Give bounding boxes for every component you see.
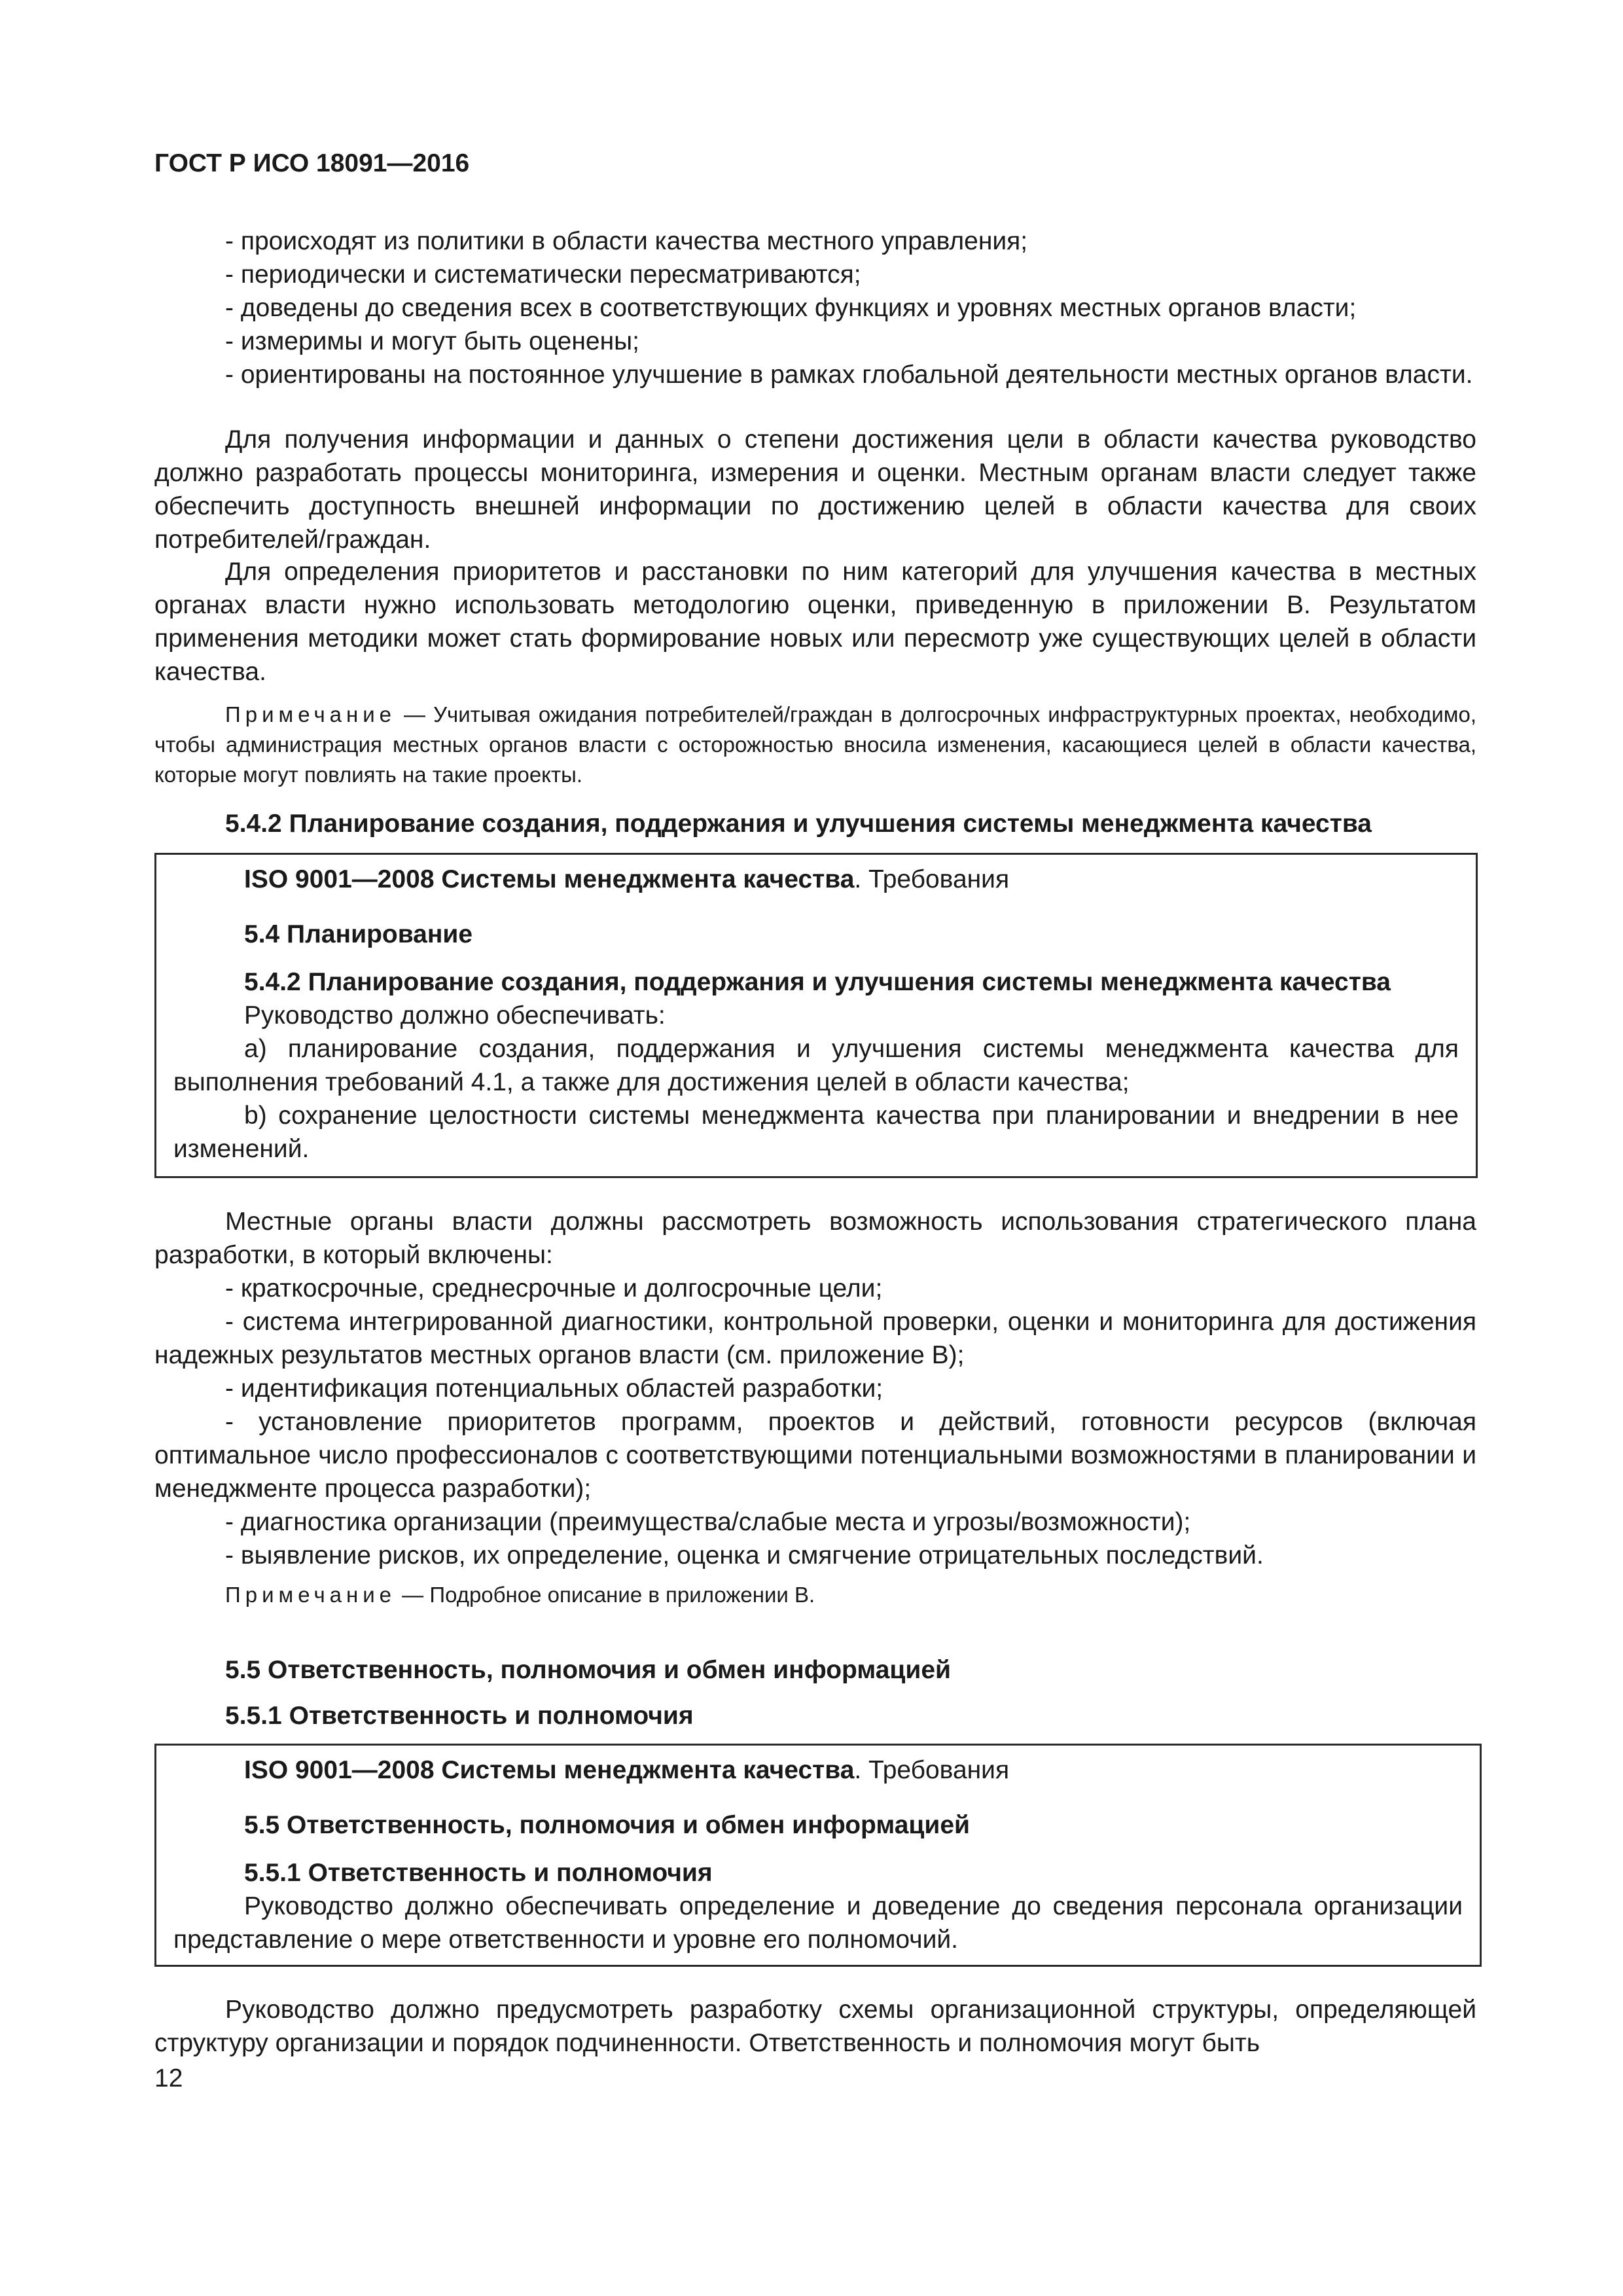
list-item: - идентификация потенциальных областей разработки; (225, 1374, 883, 1403)
plan-list (154, 1272, 1476, 1572)
list-item: - краткосрочные, среднесрочные и долгосрочные цели; (225, 1274, 883, 1302)
box-subheading: 5.5 Ответственность, полномочия и обмен информацией (244, 1811, 971, 1839)
box-item-b: b) сохранение целостности системы менеджмента качества при планировании и внедрении в нее изменений. (173, 1102, 1459, 1163)
box-item-a: a) планирование создания, поддержания и улучшения системы менеджмента качества для выполнения требований 4.1, а также для достижения целей в области качества; (173, 1035, 1459, 1096)
iso-quote-box-2 (154, 1744, 1482, 1967)
paragraph-org-structure: Руководство должно предусмотреть разработку схемы организационной структуры, определяющей структуру организации и порядок подчиненности. Ответственность и полномочия могут быть (154, 1996, 1476, 2057)
list-item: - система интегрированной диагностики, контрольной проверки, оценки и мониторинга для достижения надежных результатов местных органов власти (см. приложение B); (154, 1308, 1476, 1369)
box-title: ISO 9001—2008 Системы менеджмента качества. Требования (244, 865, 1010, 893)
note-1 (154, 700, 1476, 790)
box-subheading: 5.4 Планирование (244, 920, 473, 948)
objectives-list (154, 224, 1476, 391)
iso-quote-box-1 (154, 853, 1478, 1178)
list-item: - диагностика организации (преимущества/слабые места и угрозы/возможности); (225, 1508, 1191, 1536)
paragraph-priorities: Для определения приоритетов и расстановки по ним категорий для улучшения качества в местных органах власти нужно использовать методологию оценки, приведенную в приложении B. Результатом применения методики может стать формирование новых или пересмотр уже существующих целей в области качества. (154, 558, 1476, 686)
box-subheading: 5.5.1 Ответственность и полномочия (244, 1859, 713, 1887)
note-text: — Учитывая ожидания потребителей/граждан в долгосрочных инфраструктурных проектах, необходимо, чтобы администрация местных органов власти с осторожностью вносила изменения, касающиеся целей в области качества, которые могут повлиять на такие проекты. (154, 702, 1476, 787)
box-title: ISO 9001—2008 Системы менеджмента качества. Требования (244, 1756, 1010, 1784)
list-item: - установление приоритетов программ, проектов и действий, готовности ресурсов (включая оптимальное число профессионалов с соответствующими потенциальными возможностями в планировании и менеджменте процесса разработки); (154, 1408, 1476, 1503)
note-text: — Подробное описание в приложении B. (396, 1583, 815, 1607)
section-heading-5-5-1: 5.5.1 Ответственность и полномочия (225, 1702, 694, 1730)
list-item: - выявление рисков, их определение, оценка и смягчение отрицательных последствий. (225, 1541, 1264, 1570)
section-heading-5-4-2: 5.4.2 Планирование создания, поддержания и улучшения системы менеджмента качества (225, 810, 1372, 838)
paragraph-monitoring: Для получения информации и данных о степени достижения цели в области качества руководство должно разработать процессы мониторинга, измерения и оценки. Местным органам власти следует также обеспечить доступность внешней информации по достижению целей в области качества для своих потребителей/граждан. (154, 425, 1476, 554)
box-text: Руководство должно обеспечивать определение и доведение до сведения персонала организации представление о мере ответственности и уровне его полномочий. (173, 1892, 1463, 1954)
note-label: Примечание (225, 1583, 397, 1607)
list-item: - измеримы и могут быть оценены; (225, 327, 639, 355)
box-text: Руководство должно обеспечивать: (244, 1001, 666, 1030)
section-heading-5-5: 5.5 Ответственность, полномочия и обмен информацией (225, 1656, 952, 1684)
box-subheading: 5.4.2 Планирование создания, поддержания и улучшения системы менеджмента качества (244, 968, 1391, 996)
page-number: 12 (154, 2064, 183, 2092)
list-item: - доведены до сведения всех в соответствующих функциях и уровнях местных органов власти; (225, 294, 1357, 322)
document-header: ГОСТ Р ИСО 18091—2016 (154, 149, 470, 177)
list-item: - периодически и систематически пересматриваются; (225, 260, 861, 289)
paragraph-strategic-plan: Местные органы власти должны рассмотреть возможность использования стратегического плана разработки, в который включены: (154, 1208, 1476, 1269)
note-label: Примечание (225, 702, 397, 726)
list-item: - ориентированы на постоянное улучшение в рамках глобальной деятельности местных органов власти. (225, 361, 1473, 389)
list-item: - происходят из политики в области качества местного управления; (225, 227, 1028, 255)
note-2 (154, 1580, 1476, 1610)
